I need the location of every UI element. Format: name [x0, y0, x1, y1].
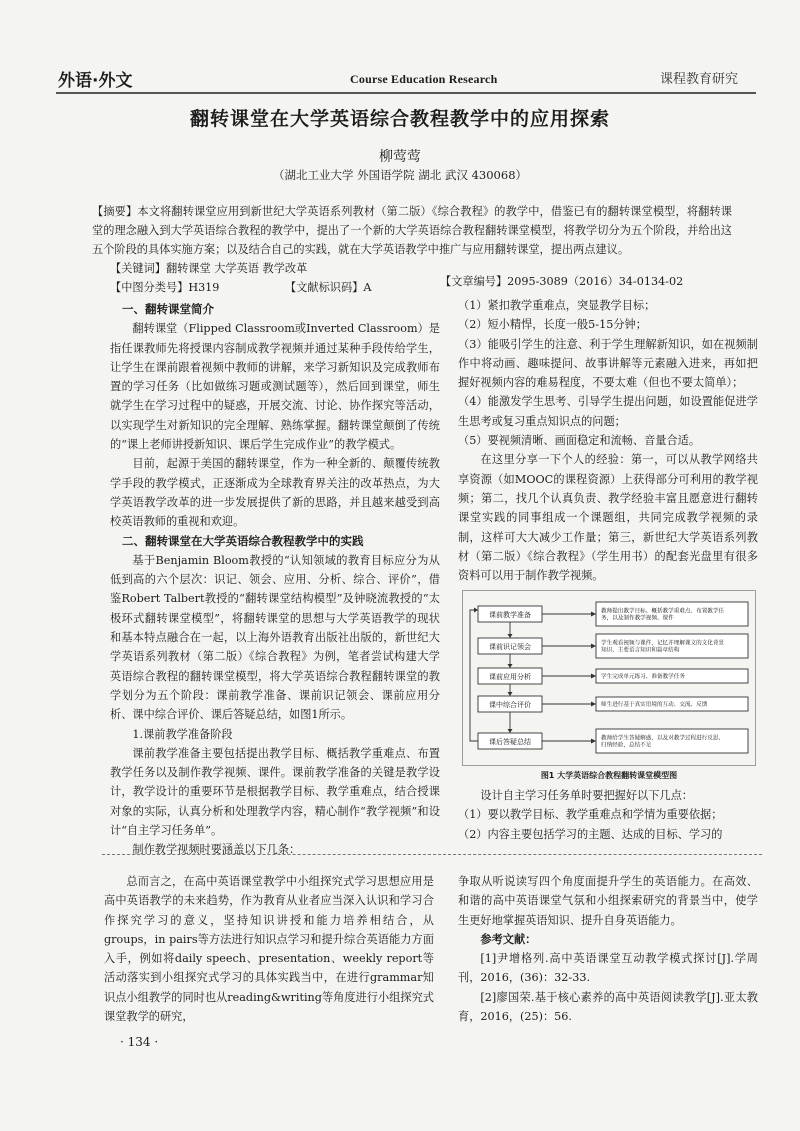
- arrow-right-icon: [591, 644, 596, 649]
- arrow-down-icon: [508, 634, 513, 638]
- references-title: 参考文献：: [480, 932, 537, 946]
- paragraph: 翻转课堂（Flipped Classroom或Inverted Classroom）是指任课教师先将授课内容制成教学视频并通过某种手段传给学生，让学生在课前跟着视频中教师的讲解，来学习新知识及完成教师布置的学习任务（比如做练习题或测试题等），然后回到课堂，师生就学生在学习过程中的疑惑，开展交流、讨论、协作探究等活动，以实现学生对新知识的完全理解、熟练掌握。翻转课堂颠倒了传统的“课上老师讲授新知识、课后学生完成作业”的教学模式。: [110, 322, 440, 452]
- bottom-left-column: [104, 872, 434, 1026]
- bottom-right-column: [458, 872, 758, 1026]
- list-item: （1）紧扣教学重难点，突显教学目标；: [458, 299, 656, 312]
- stage-label: 课中综合评价: [489, 701, 531, 709]
- paragraph: 基于Benjamin Bloom教授的“认知领域的教育目标应分为从低到高的六个层次：识记、领会、应用、分析、综合、评价”，借鉴Robert Talbert教授的“翻转课堂结构模型”及钟晓流教授的“太极环式翻转课堂模型”，将翻转课堂的思想与大学英语教学的现状和基本特点融合在一起，以上海外语教育出版社出版的，新世纪大学英语系列教材（第二版）《综合教程》为例，笔者尝试构建大学英语综合教程的翻转课堂模型，将大学英语综合教程翻转课堂的教学划分为五个阶段：课前教学准备、课前识记领会、课前应用分析、课中综合评价、课后答疑总结，如图1所示。: [110, 553, 440, 722]
- paragraph: 制作教学视频时要涵盖以下几条：: [132, 843, 301, 857]
- reference-item: [2]廖国荣.基于核心素养的高中英语阅读教学[J].亚太教育，2016，(25)：56.: [458, 990, 758, 1024]
- left-column: [110, 300, 440, 860]
- right-column-bottom: [458, 786, 758, 844]
- paragraph: 争取从听说读写四个角度面提升学生的英语能力。在高效、和谐的高中英语课堂气氛和小组探索研究的背景当中，使学生更好地掌握英语知识、提升自身英语能力。: [458, 875, 758, 927]
- header-rule: [56, 92, 756, 94]
- section-divider: [102, 854, 762, 855]
- arrow-right-icon: [591, 674, 596, 679]
- journal-category: 课程教育研究: [660, 72, 739, 87]
- stage-description: 教师给学生答疑解惑，以及对教学过程进行反思、归纳经验，总结不足: [601, 735, 725, 749]
- figure-caption: 图1 大学英语综合教程翻转课堂模型图: [540, 771, 678, 780]
- journal-section-label: 外语·外文: [58, 71, 133, 91]
- stage-label: 课前教学准备: [489, 611, 531, 619]
- page-number: · 134 ·: [120, 1035, 159, 1049]
- author-affiliation: （湖北工业大学 外国语学院 湖北 武汉 430068）: [272, 168, 528, 182]
- paragraph: 目前，起源于美国的翻转课堂，作为一种全新的、颠覆传统教学手段的教学模式，正逐渐成为全球教育界关注的改革热点，为大学英语教学改革的进一步发展提供了新的思路，并且越来越受到高校英语教师的重视和欢迎。: [110, 457, 440, 529]
- flowchart-figure: [462, 590, 756, 766]
- stage-description: 学生完成单元练习、准备教学任务: [601, 674, 685, 680]
- abstract: 【摘要】本文将翻转课堂应用到新世纪大学英语系列教材（第二版）《综合教程》的教学中，借鉴已有的翻转课堂模型，将翻转课堂的理念融入到大学英语综合教程的教学中，提出了一个新的大学英语综合教程翻转课堂模型，将教学切分为五个阶段，并给出这五个阶段的具体实施方案；以及结合自己的实践，就在大学英语教学中推广与应用翻转课堂，提出两点建议。: [92, 205, 732, 256]
- stage-label: 课后答疑总结: [489, 738, 531, 746]
- journal-name: Course Education Research: [350, 72, 498, 86]
- classification-code: 【中图分类号】H319: [110, 281, 220, 294]
- paragraph: 在这里分享一下个人的经验：第一，可以从教学网络共享资源（如MOOC的课程资源）上获得部分可利用的教学视频；第二，找几个认真负责、教学经验丰富且愿意进行翻转课堂实践的同事组成一个课题组，共同完成教学视频的录制，这样可大大减少工作量；第三，新世纪大学英语系列教材（第二版）《综合教程》（学生用书）的配套光盘里有很多资料可以用于制作教学视频。: [458, 453, 758, 583]
- feedback-loop-line: [470, 610, 478, 741]
- list-item: （3）能吸引学生的注意、利于学生理解新知识，如在视频制作中将动画、趣味提问、故事讲解等元素融入进来，再如把握好视频内容的难易程度，不要太难（但也不要太简单）；: [458, 337, 758, 390]
- list-item: （2）短小精悍，长度一般5-15分钟；: [458, 318, 647, 332]
- paragraph: 课前教学准备主要包括提出教学目标、概括教学重难点、布置教学任务以及制作教学视频、课件。课前教学准备的关键是教学设计，教学设计的重要环节是根据教学目标、教学重难点，结合授课对象的实际，认真分析和处理教学内容，精心制作“教学视频”和设计“自主学习任务单”。: [110, 746, 440, 838]
- stage-description: 教师提出教学目标、概括教学重难点、布置教学任务，以及制作教学视频、课件: [601, 608, 725, 622]
- reference-item: [1]尹增格列.高中英语课堂互动教学模式探讨[J].学周刊，2016，(36)：32-33.: [458, 952, 758, 985]
- section-heading-1: 一、翻转课堂简介: [122, 302, 214, 316]
- list-item: （4）能激发学生思考、引导学生提出问题，如设置能促进学生思考或复习重点知识点的问题；: [458, 395, 758, 428]
- arrow-down-icon: [508, 729, 513, 733]
- arrow-right-icon: [591, 739, 596, 744]
- paragraph: 设计自主学习任务单时要把握好以下几点：: [480, 789, 693, 802]
- document-code: 【文献标识码】A: [285, 281, 372, 294]
- article-number: 【文章编号】2095-3089（2016）34-0134-02: [440, 275, 684, 288]
- paragraph: 总而言之，在高中英语课堂教学中小组探究式学习思想应用是高中英语教学的未来趋势，作为教育从业者应当深入认识和学习合作探究学习的意义，坚持知识讲授和能力培养相结合，从groups，in pairs等方法进行知识点学习和提升综合英语能力方面入手，例如将daily speech、presentation、weekly report等活动落实到小组探究式学习的具体实践当中，在进行grammar知识点小组教学的同时也从reading&writing等角度进行小组探究式课堂教学的研究，: [104, 875, 434, 1024]
- stage-label: 课前识记领会: [489, 643, 531, 651]
- arrow-right-icon: [474, 608, 478, 613]
- list-item: （5）要视频清晰、画面稳定和流畅、音量合适。: [458, 434, 701, 448]
- arrow-right-icon: [591, 702, 596, 707]
- stage-description: 师生进行基于真实语境的互动、交流、反馈: [601, 702, 708, 708]
- list-item: （2）内容主要包括学习的主题、达成的目标、学习的: [458, 827, 723, 841]
- arrow-down-icon: [508, 692, 513, 696]
- arrow-right-icon: [591, 612, 596, 617]
- stage-label: 课前应用分析: [489, 673, 531, 681]
- subsection-heading: 1.课前教学准备阶段: [132, 727, 233, 741]
- list-item: （1）要以教学目标、教学重难点和学情为重要依据；: [458, 808, 723, 822]
- keywords: 【关键词】翻转课堂 大学英语 教学改革: [110, 262, 308, 275]
- stage-description: 学生观看视频与课件，记忆并理解课文的文化背景知识、主要语言知识和篇章结构: [601, 640, 725, 654]
- arrow-down-icon: [508, 664, 513, 668]
- article-title: 翻转课堂在大学英语综合教程教学中的应用探索: [189, 108, 610, 130]
- section-heading-2: 二、翻转课堂在大学英语综合教程教学中的实践: [122, 533, 364, 548]
- right-column-top: [458, 296, 758, 585]
- article-author: 柳莺莺: [379, 149, 421, 165]
